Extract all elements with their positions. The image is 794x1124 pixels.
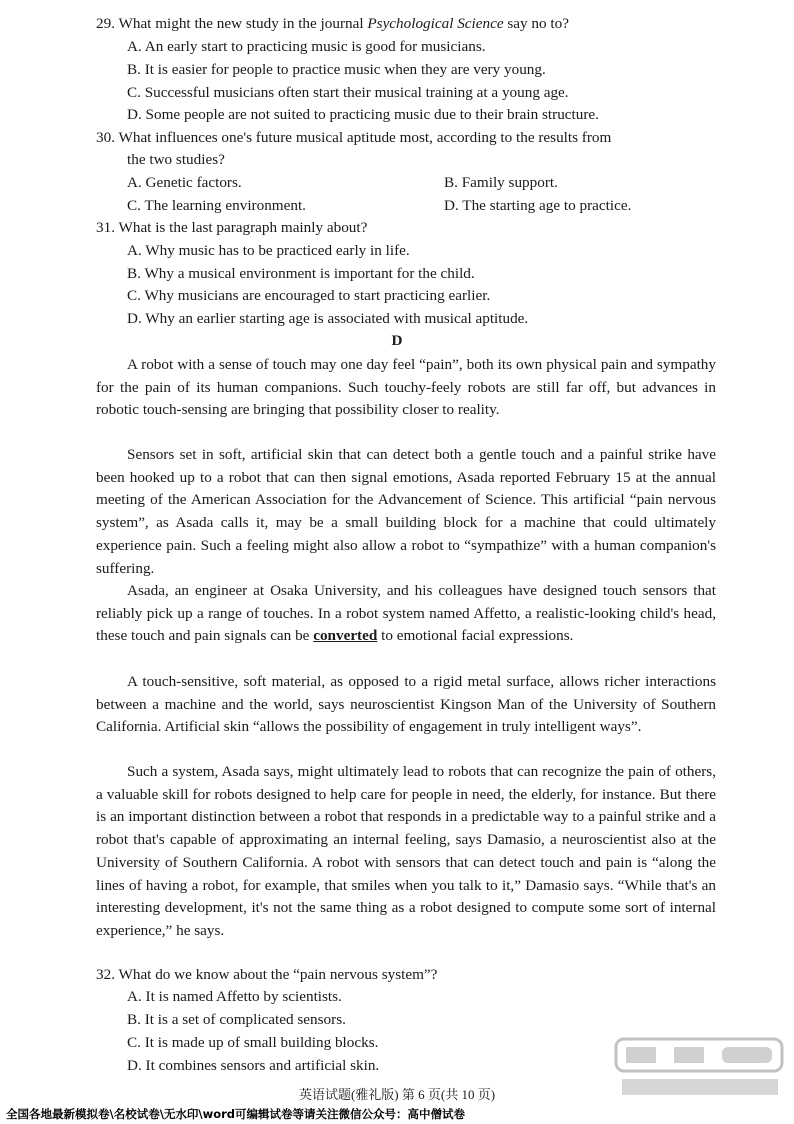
question-31-option-b: B. Why a musical environment is important for the child. bbox=[127, 265, 475, 282]
question-32-stem: 32. What do we know about the “pain nervous system”? bbox=[96, 966, 438, 983]
question-32-option-b: B. It is a set of complicated sensors. bbox=[127, 1011, 346, 1028]
question-32-option-c: C. It is made up of small building blocks. bbox=[127, 1034, 379, 1051]
question-number: 32. bbox=[96, 966, 115, 983]
question-number: 31. bbox=[96, 219, 115, 236]
passage-paragraph-5: Such a system, Asada says, might ultimately lead to robots that can recognize the pain of others, a valuable skill for robots designed to help care for people in need, the elderly, for instance. But there is an important distinction between a robot that responds in a predictable way to a painful strike and a robot that's capable of approximating an internal feeling, says Damasio, a neuroscientist also at the University of Southern California. A robot with sensors that can detect touch and pain is “along the lines of having a robot, for example, that smiles when you talk to it,” Damasio says. “While that's an interesting development, it's not the same thing as a robot designed to compute some sort of internal experience,” he says. bbox=[96, 763, 716, 939]
question-29-option-a: A. An early start to practicing music is good for musicians. bbox=[127, 38, 486, 55]
question-number: 30. bbox=[96, 129, 115, 146]
question-29-option-d: D. Some people are not suited to practicing music due to their brain structure. bbox=[127, 106, 599, 123]
underlined-word: converted bbox=[313, 627, 378, 645]
promo-notice: 全国各地最新模拟卷\名校试卷\无水印\word可编辑试卷等请关注微信公众号：高中僧试卷 bbox=[6, 1107, 466, 1121]
section-heading: D bbox=[391, 332, 403, 349]
passage-paragraph-3: Asada, an engineer at Osaka University, and his colleagues have designed touch sensors that reliably pick up a range of touches. In a robot system named Affetto, a realistic-looking child's head, these touch and pain signals can be converted to emotional facial expressions. bbox=[96, 582, 716, 645]
question-30-stem: 30. What influences one's future musical aptitude most, according to the results from bbox=[96, 129, 612, 146]
question-31-stem: 31. What is the last paragraph mainly about? bbox=[96, 219, 368, 236]
question-30-stem-cont: the two studies? bbox=[127, 151, 225, 168]
question-31-option-d: D. Why an earlier starting age is associated with musical aptitude. bbox=[127, 310, 529, 327]
question-31-option-c: C. Why musicians are encouraged to start practicing earlier. bbox=[127, 287, 491, 304]
question-29-option-c: C. Successful musicians often start their musical training at a young age. bbox=[127, 84, 569, 101]
passage-paragraph-2: Sensors set in soft, artificial skin that can detect both a gentle touch and a painful strike have been hooked up to a robot that can then signal emotions, Asada reported February 15 at the annual meeting of the American Association for the Advancement of Science. This artificial “pain nervous system”, as Asada calls it, may be a small building block for a machine that could ultimately experience pain. Such a feeling might also allow a robot to “sympathize” with a human companion's suffering. bbox=[96, 446, 716, 577]
question-32-option-d: D. It combines sensors and artificial skin. bbox=[127, 1057, 380, 1074]
question-30-option-d: D. The starting age to practice. bbox=[444, 197, 632, 214]
page-footer: 英语试题(雅礼版) 第 6 页(共 10 页) bbox=[298, 1087, 496, 1102]
question-30-option-c: C. The learning environment. bbox=[127, 197, 306, 214]
question-31-option-a: A. Why music has to be practiced early in life. bbox=[127, 242, 410, 259]
question-30-option-b: B. Family support. bbox=[444, 174, 558, 191]
question-29-stem: 29. What might the new study in the journal Psychological Science say no to? bbox=[96, 15, 569, 32]
question-30-option-a: A. Genetic factors. bbox=[127, 174, 242, 191]
question-29-option-b: B. It is easier for people to practice music when they are very young. bbox=[127, 61, 546, 78]
question-number: 29. bbox=[96, 15, 115, 32]
passage-paragraph-4: A touch-sensitive, soft material, as opposed to a rigid metal surface, allows richer interactions between a machine and the world, says neuroscientist Kingson Man of the University of Southern California. Artificial skin “allows the possibility of engagement in truly intelligent ways”. bbox=[96, 673, 716, 736]
journal-name: Psychological Science bbox=[367, 15, 504, 32]
passage-paragraph-1: A robot with a sense of touch may one day feel “pain”, both its own physical pain and sympathy for the pain of its human companions. Such touchy-feely robots are still far off, but advances in robotic touch-sensing are bringing that possibility closer to reality. bbox=[96, 356, 716, 419]
question-32-option-a: A. It is named Affetto by scientists. bbox=[127, 988, 342, 1005]
